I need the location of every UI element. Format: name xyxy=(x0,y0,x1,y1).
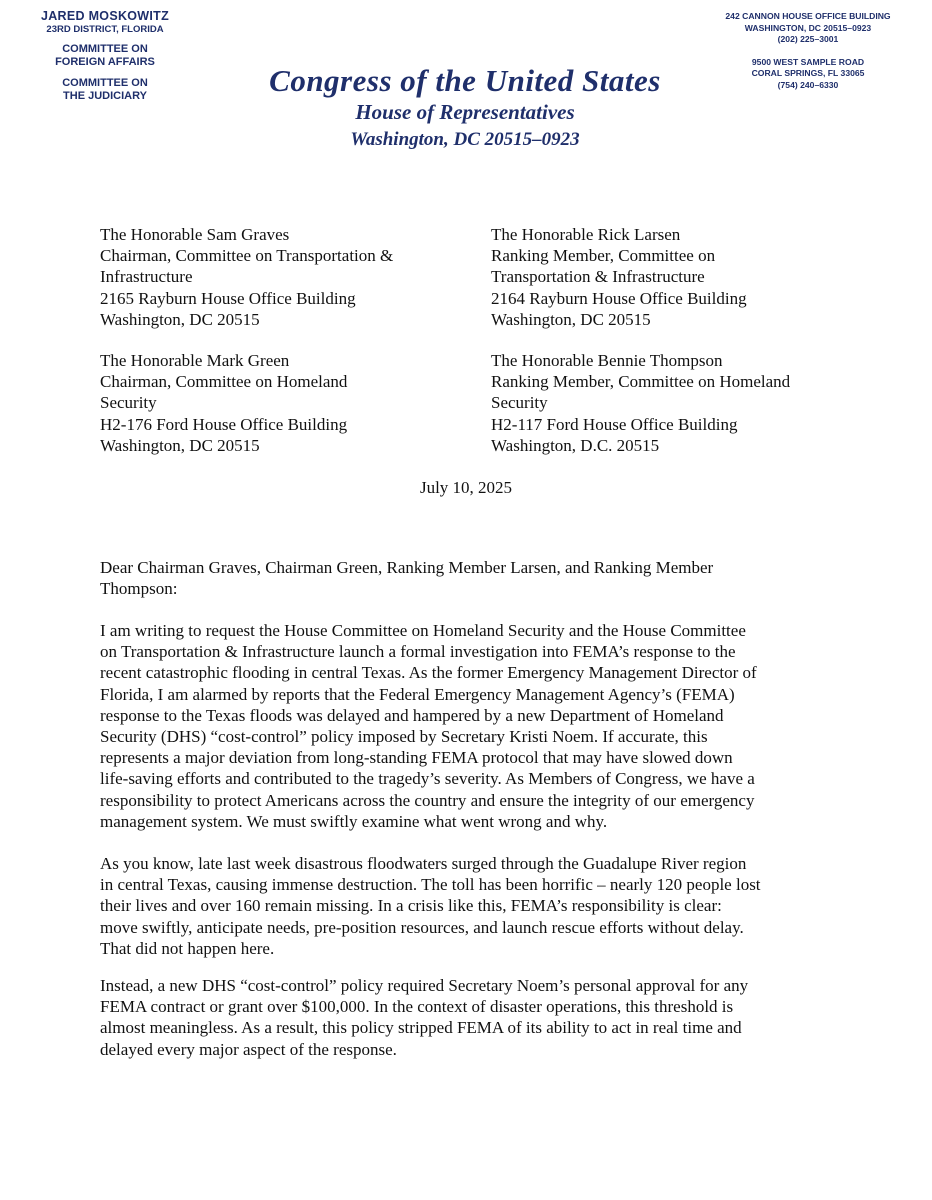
dc-office-phone: (202) 225–3001 xyxy=(777,34,839,44)
dc-office-line-2: WASHINGTON, DC 20515–0923 xyxy=(744,22,872,33)
letterhead-subtitle: House of Representatives xyxy=(355,100,575,124)
dc-office-line-1: 242 CANNON HOUSE OFFICE BUILDING xyxy=(725,11,891,21)
addressee-larsen: The Honorable Rick Larsen Ranking Member, Committee on Transportation & Infrastructure 2164 Rayburn House Office Building Washington, DC 20515 xyxy=(491,225,747,329)
addressee-thompson: The Honorable Bennie Thompson Ranking Member, Committee on Homeland Security H2-117 Ford House Office Building Washington, D.C. 20515 xyxy=(491,351,791,455)
letter-date: July 10, 2025 xyxy=(419,478,513,497)
district-office-line-2: CORAL SPRINGS, FL 33065 xyxy=(751,68,865,78)
salutation: Dear Chairman Graves, Chairman Green, Ranking Member Larsen, and Ranking Member Thompson: xyxy=(100,558,714,599)
district-office-line-1: 9500 WEST SAMPLE ROAD xyxy=(751,56,865,67)
district-office-phone: (754) 240–6330 xyxy=(777,79,839,90)
letterhead-city: Washington, DC 20515–0923 xyxy=(350,129,580,150)
paragraph-1: I am writing to request the House Committee on Homeland Security and the House Committee on Transportation & Infrastructure launch a formal investigation into FEMA’s response to the recent catastrophic flooding in central Texas. As the former Emergency Management Director of Florida, I am alarmed by reports that the Federal Emergency Management Agency’s (FEMA) response to the Texas floods was delayed and hampered by a new Department of Homeland Security (DHS) “cost-control” policy imposed by Secretary Kristi Noem. If accurate, this represents a major deviation from long-standing FEMA protocol that may have slowed down life-saving efforts and contributed to the tragedy’s severity. As Members of Congress, we have a responsibility to protect Americans across the country and ensure the integrity of our emergency management system. We must swiftly examine what went wrong and why. xyxy=(100,621,757,831)
office-addresses xyxy=(718,11,898,91)
member-name: JARED MOSKOWITZ xyxy=(40,9,170,23)
paragraph-3: Instead, a new DHS “cost-control” policy required Secretary Noem’s personal approval for any FEMA contract or grant over $100,000. In the context of disaster operations, this threshold is almost meaningless. As a result, this policy stripped FEMA of its ability to act in real time and delayed every major aspect of the response. xyxy=(100,976,749,1059)
letterhead-title: Congress of the United States xyxy=(269,63,661,98)
committee-1: COMMITTEE ON FOREIGN AFFAIRS xyxy=(55,43,155,68)
committee-2: COMMITTEE ON THE JUDICIARY xyxy=(62,77,148,102)
paragraph-2: As you know, late last week disastrous floodwaters surged through the Guadalupe River region in central Texas, causing immense destruction. The toll has been horrific – nearly 120 people lost their lives and over 160 remain missing. In a crisis like this, FEMA’s responsibility is clear: move swiftly, anticipate needs, pre-position resources, and launch rescue efforts without delay. That did not happen here. xyxy=(100,854,761,958)
addressee-graves: The Honorable Sam Graves Chairman, Committee on Transportation & Infrastructure 2165 Rayburn House Office Building Washington, DC 20515 xyxy=(100,225,394,329)
letterhead-title-block xyxy=(230,64,700,152)
member-block xyxy=(34,9,176,103)
addressee-green: The Honorable Mark Green Chairman, Committee on Homeland Security H2-176 Ford House Office Building Washington, DC 20515 xyxy=(100,351,348,455)
member-district: 23RD DISTRICT, FLORIDA xyxy=(46,24,164,35)
